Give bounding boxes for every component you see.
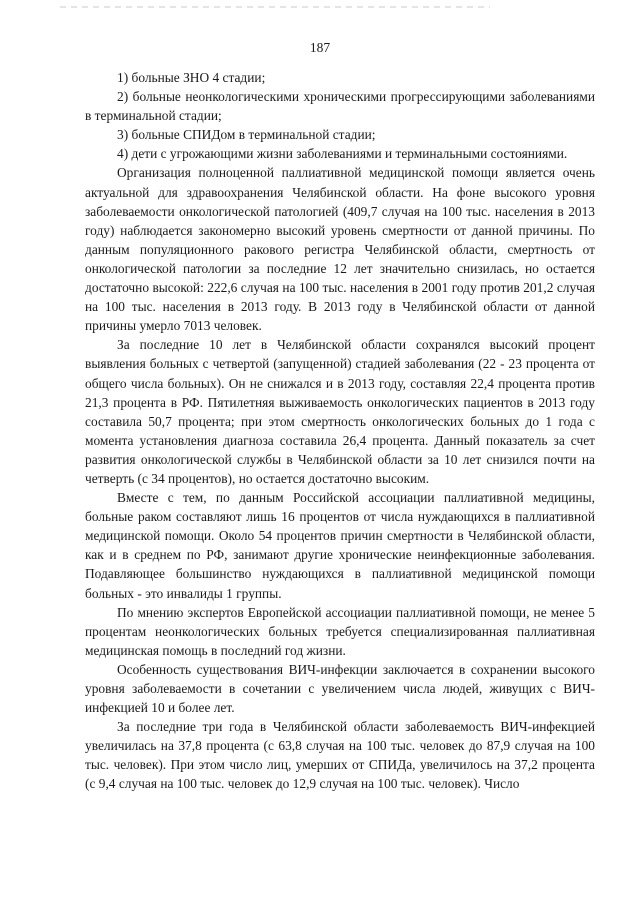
list-item-3: 3) больные СПИДом в терминальной стадии; bbox=[117, 127, 376, 143]
document-body bbox=[85, 68, 595, 794]
paragraph-european-association: По мнению экспертов Европейской ассоциации паллиативной помощи, не менее 5 процентам неонкологических больных требуется специализированная паллиативная медицинская помощь в последний год жизни. bbox=[85, 604, 595, 658]
paragraph-hiv-features: Особенность существования ВИЧ-инфекции заключается в сохранении высокого уровня заболеваемости в сочетании с увеличением числа людей, живущих с ВИЧ-инфекцией 10 и более лет. bbox=[85, 661, 595, 716]
list-item-1: 1) больные ЗНО 4 стадии; bbox=[117, 70, 266, 85]
scan-artifact bbox=[60, 6, 490, 8]
list-item-4: 4) дети с угрожающими жизни заболеваниями и терминальными состояниями. bbox=[117, 146, 568, 162]
paragraph-hiv-incidence: За последние три года в Челябинской области заболеваемость ВИЧ-инфекцией увеличилась на 37,8 процента (с 63,8 случая на 100 тыс. человек до 87,9 случая на 100 тыс. человек). При этом число лиц, умерших от СПИДа, увеличилось на 37,2 процента (с 9,4 случая на 100 тыс. человек до 12,9 случая на 100 тыс. человек). Число bbox=[85, 719, 595, 792]
paragraph-palliative-share: Вместе с тем, по данным Российской ассоциации паллиативной медицины, больные раком составляют лишь 16 процентов от числа нуждающихся в паллиативной медицинской помощи. Около 54 процентов причин смертности в Челябинской области, как и в среднем по РФ, занимают другие хронические неинфекционные заболевания. Подавляющее большинство нуждающихся в паллиативной медицинской помощи больных - это инвалиды 1 группы. bbox=[85, 490, 595, 601]
paragraph-late-stage-detection: За последние 10 лет в Челябинской области сохранялся высокий процент выявления больных с четвертой (запущенной) стадией заболевания (22 - 23 процента от общего числа больных). Он не снижался и в 2013 году, составляя 22,4 процента против 21,3 процента в РФ. Пятилетняя выживаемость онкологических пациентов в 2013 году составила 50,7 процента; при этом смертность онкологических больных до 1 года с момента установления диагноза составила 26,4 процента. Данный показатель за счет развития онкологической службы в Челябинской области за 10 лет снизился почти на четверть (с 34 процентов), но остается достаточно высоким. bbox=[85, 337, 595, 486]
paragraph-oncology-mortality: Организация полноценной паллиативной медицинской помощи является очень актуальной для здравоохранения Челябинской области. На фоне высокого уровня заболеваемости онкологической патологией (409,7 случая на 100 тыс. населения в 2013 году) наблюдается закономерно высокий уровень смертности от данной причины. По данным популяционного ракового регистра Челябинской области, смертность от онкологической патологии за последние 12 лет значительно снизилась, но остается достаточно высокой: 222,6 случая на 100 тыс. населения в 2001 году против 201,2 случая на 100 тыс. населения в 2013 году. В 2013 году в Челябинской области от данной причины умерло 7013 человек. bbox=[85, 165, 595, 334]
page-number: 187 bbox=[309, 40, 331, 55]
list-item-2: 2) больные неонкологическими хроническими прогрессирующими заболеваниями в терминальной стадии; bbox=[85, 89, 595, 124]
